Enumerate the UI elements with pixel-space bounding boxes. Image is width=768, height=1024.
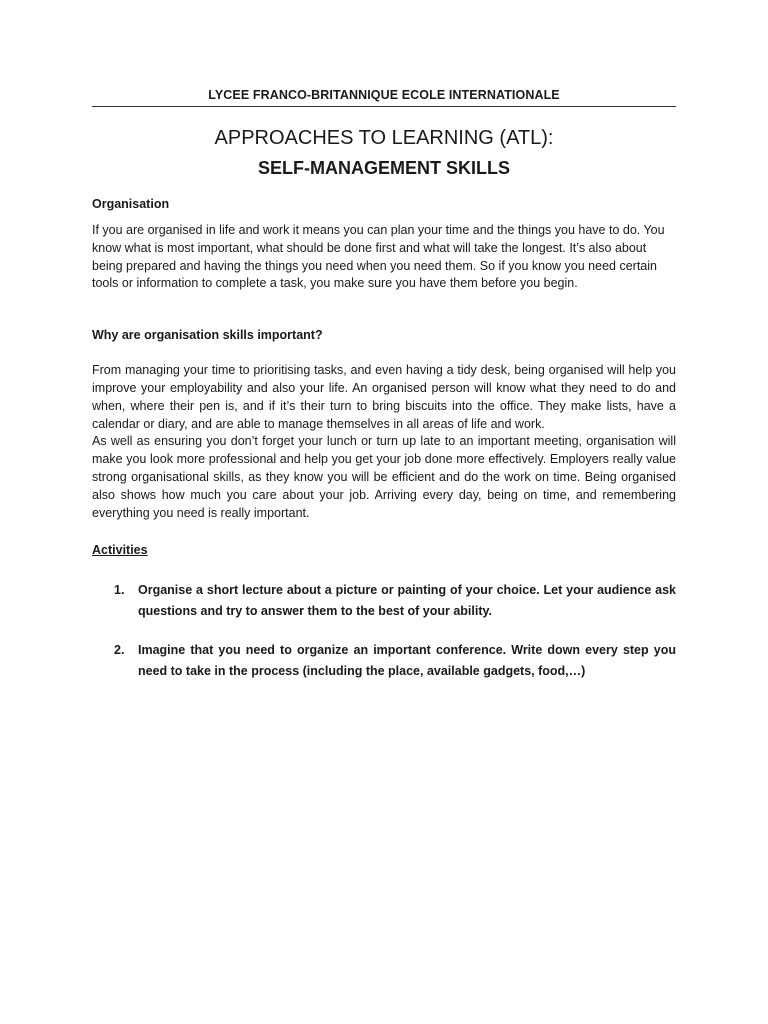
organisation-heading: Organisation [92,197,170,211]
activity-item-2 [92,640,676,681]
activity-number: 2. [114,643,125,658]
why-heading: Why are organisation skills important? [92,328,323,343]
organisation-paragraph: If you are organised in life and work it means you can plan your time and the things you have to do. You know what is most important, what should be done first and what will take the longest. It’s also about being prepared and having the things you need when you need them. So if you know you need certain tools or information to complete a task, you make sure you have them before you begin. [92,223,665,291]
document-content [92,86,676,700]
activity-number: 1. [114,583,125,598]
activity-text: Organise a short lecture about a picture or painting of your choice. Let your audience ask questions and try to answer them to the best of your ability. [138,583,676,618]
why-paragraph-1: From managing your time to prioritising tasks, and even having a tidy desk, being organised will help you improve your employability and also your life. An organised person will know what they need to do and when, where their pen is, and if it’s their turn to bring biscuits into the office. They make lists, have a calendar or diary, and are able to manage themselves in all areas of life and work. [92,363,676,431]
why-paragraph-2: As well as ensuring you don’t forget your lunch or turn up late to an important meeting, organisation will make you look more professional and help you get your job done more effectively. Employers really value strong organisational skills, as they know you will be efficient and do the work on time. Being organised also shows how much you care about your job. Arriving every day, being on time, and remembering everything you need is really important. [92,434,676,520]
activities-heading: Activities [92,543,148,558]
activity-text: Imagine that you need to organize an important conference. Write down every step you need to take in the process (including the place, available gadgets, food,…) [138,643,676,678]
document-title-line2: SELF-MANAGEMENT SKILLS [258,158,510,178]
school-header: LYCEE FRANCO-BRITANNIQUE ECOLE INTERNATIONALE [92,86,676,107]
activity-item-1 [92,580,676,621]
activities-list [92,580,676,681]
document-title-line1: APPROACHES TO LEARNING (ATL): [214,127,554,149]
